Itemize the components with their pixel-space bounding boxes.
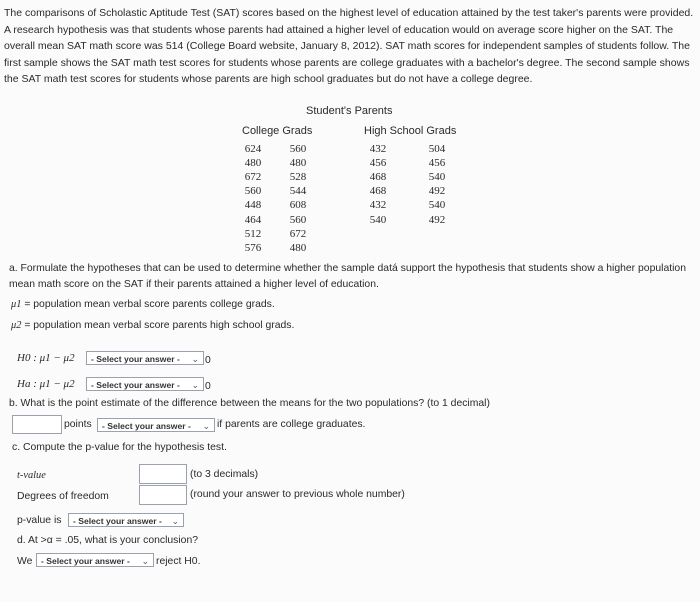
- part-d-prompt: d. At >α = .05, what is your conclusion?: [17, 535, 199, 546]
- p-value-label: p-value is: [17, 515, 62, 526]
- table-cell: 456: [369, 157, 387, 170]
- table-title: Student's Parents: [306, 105, 393, 117]
- t-value-hint: (to 3 decimals): [190, 469, 259, 480]
- h0-label: H0 : μ1 − μ2: [17, 352, 75, 364]
- table-cell: 512: [244, 227, 262, 240]
- mu2-definition: = population mean verbal score parents high school grads.: [24, 320, 295, 331]
- conclusion-select-value: - Select your answer -: [41, 556, 130, 566]
- conclusion-suffix: reject H0.: [156, 556, 201, 567]
- chevron-down-icon: ⌄: [202, 421, 210, 431]
- mu2-symbol: μ2: [11, 320, 22, 331]
- table-cell: 464: [244, 213, 262, 226]
- table-cell: 456: [428, 157, 446, 170]
- p-value-select[interactable]: [68, 513, 184, 527]
- table-cell: 480: [244, 157, 262, 170]
- h0-select-value: - Select your answer -: [91, 354, 180, 364]
- t-value-label: t-value: [17, 470, 46, 481]
- table-cell: 432: [369, 199, 387, 212]
- table-cell: 492: [428, 185, 446, 198]
- table-cell: 624: [244, 143, 262, 155]
- df-hint: (round your answer to previous whole number): [190, 489, 405, 500]
- point-estimate-suffix: if parents are college graduates.: [217, 419, 366, 430]
- ha-select-value: - Select your answer -: [91, 380, 180, 390]
- points-label: points: [64, 419, 92, 430]
- table-cell: 504: [428, 143, 446, 155]
- high-school-grads-header: High School Grads: [364, 125, 457, 137]
- point-estimate-select[interactable]: [97, 418, 215, 432]
- t-value-input[interactable]: [139, 464, 187, 484]
- mu1-definition: = population mean verbal score parents college grads.: [24, 299, 275, 310]
- college-grads-header: College Grads: [242, 125, 313, 137]
- table-cell: 528: [289, 171, 307, 184]
- table-cell: 480: [289, 241, 307, 254]
- table-cell: 468: [369, 185, 387, 198]
- h0-select[interactable]: [86, 351, 204, 365]
- ha-label: Ha : μ1 − μ2: [17, 378, 75, 390]
- problem-intro: The comparisons of Scholastic Aptitude Test (SAT) scores based on the highest level of education attained by the test taker's parents were provided. A research hypothesis was that students whose parents had attained a higher level of education would on average score higher on the SAT. The overall mean SAT math score was 514 (College Board website, January 8, 2012). SAT math scores for independent samples of students follow. The first sample shows the SAT math test scores for students whose parents are college graduates with a bachelor's degree. The second sample shows the SAT math test scores for students whose parents are high school graduates but do not have a college degree.: [4, 7, 694, 86]
- table-cell: 448: [244, 199, 262, 212]
- table-cell: 468: [369, 171, 387, 184]
- table-cell: 492: [428, 213, 446, 226]
- chevron-down-icon: ⌄: [191, 354, 199, 364]
- h0-rhs: 0: [205, 355, 211, 366]
- point-estimate-input[interactable]: [12, 415, 62, 434]
- chevron-down-icon: ⌄: [141, 556, 149, 566]
- table-cell: 576: [244, 241, 262, 254]
- table-cell: 540: [369, 213, 387, 226]
- chevron-down-icon: ⌄: [171, 516, 179, 526]
- part-c-prompt: c. Compute the p-value for the hypothesis test.: [12, 442, 227, 453]
- table-cell: 480: [289, 157, 307, 170]
- p-value-select-value: - Select your answer -: [73, 516, 162, 526]
- table-cell: 540: [428, 171, 446, 184]
- df-label: Degrees of freedom: [17, 491, 109, 502]
- chevron-down-icon: ⌄: [191, 380, 199, 390]
- table-cell: 608: [289, 199, 307, 212]
- df-input[interactable]: [139, 485, 187, 505]
- table-cell: 560: [289, 213, 307, 226]
- point-estimate-select-value: - Select your answer -: [102, 421, 191, 431]
- table-cell: 560: [244, 185, 262, 198]
- part-a-prompt: a. Formulate the hypotheses that can be used to determine whether the sample datá support the hypothesis that students show a higher population mean math score on the SAT if their parents attained a higher level of education.: [9, 263, 686, 290]
- table-cell: 560: [289, 143, 307, 155]
- we-label: We: [17, 556, 33, 567]
- conclusion-select[interactable]: [36, 553, 154, 567]
- table-cell: 432: [369, 143, 387, 155]
- ha-select[interactable]: [86, 377, 204, 391]
- part-b-prompt: b. What is the point estimate of the difference between the means for the two populations? (to 1 decimal): [9, 398, 490, 409]
- table-cell: 540: [428, 199, 446, 212]
- ha-rhs: 0: [205, 381, 211, 392]
- table-cell: 544: [289, 185, 307, 198]
- table-cell: 672: [289, 227, 307, 240]
- table-cell: 672: [244, 171, 262, 184]
- mu1-symbol: μ1: [11, 299, 22, 310]
